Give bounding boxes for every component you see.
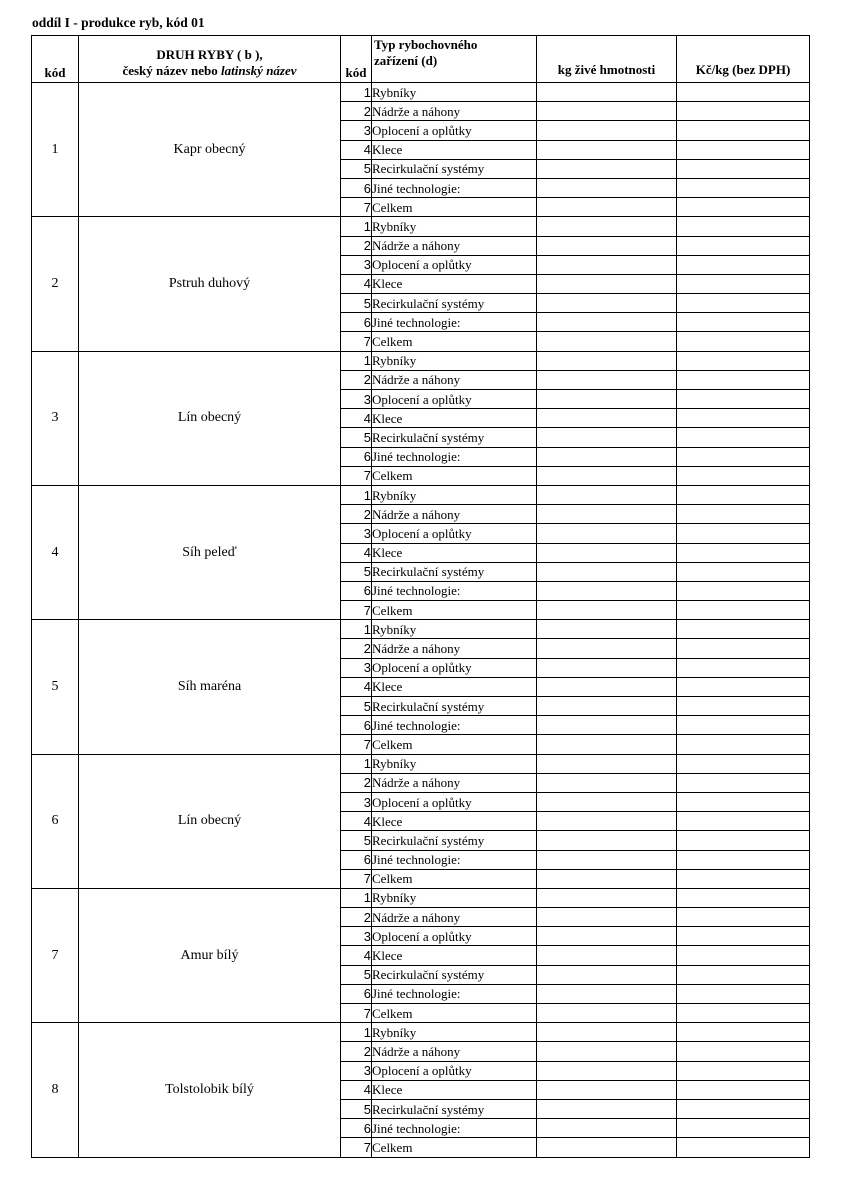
type-label: Jiné technologie: — [372, 447, 537, 466]
type-label: Oplocení a oplůtky — [372, 927, 537, 946]
kg-input-cell[interactable] — [537, 850, 677, 869]
type-kod: 5 — [341, 294, 372, 313]
kg-input-cell[interactable] — [537, 409, 677, 428]
fish-production-table — [31, 35, 810, 1158]
type-kod: 7 — [341, 198, 372, 217]
kg-input-cell[interactable] — [537, 869, 677, 888]
type-kod: 3 — [341, 792, 372, 811]
price-input-cell[interactable] — [677, 965, 810, 984]
price-input-cell[interactable] — [677, 831, 810, 850]
type-label: Klece — [372, 409, 537, 428]
kg-input-cell[interactable] — [537, 658, 677, 677]
species-kod: 3 — [32, 351, 79, 485]
species-kod: 7 — [32, 888, 79, 1022]
price-input-cell[interactable] — [677, 351, 810, 370]
type-kod: 1 — [341, 1023, 372, 1042]
kg-input-cell[interactable] — [537, 581, 677, 600]
type-kod: 6 — [341, 581, 372, 600]
kg-input-cell[interactable] — [537, 697, 677, 716]
kg-input-cell[interactable] — [537, 639, 677, 658]
price-input-cell[interactable] — [677, 178, 810, 197]
price-input-cell[interactable] — [677, 332, 810, 351]
type-label: Nádrže a náhony — [372, 370, 537, 389]
kg-input-cell[interactable] — [537, 908, 677, 927]
type-label: Rybníky — [372, 754, 537, 773]
price-input-cell[interactable] — [677, 1080, 810, 1099]
price-input-cell[interactable] — [677, 447, 810, 466]
type-kod: 6 — [341, 178, 372, 197]
price-input-cell[interactable] — [677, 543, 810, 562]
kg-input-cell[interactable] — [537, 294, 677, 313]
type-label: Oplocení a oplůtky — [372, 1061, 537, 1080]
kg-input-cell[interactable] — [537, 735, 677, 754]
kg-input-cell[interactable] — [537, 716, 677, 735]
price-input-cell[interactable] — [677, 274, 810, 293]
price-input-cell[interactable] — [677, 1099, 810, 1118]
table-row — [32, 83, 810, 102]
kg-input-cell[interactable] — [537, 524, 677, 543]
type-label: Oplocení a oplůtky — [372, 658, 537, 677]
type-kod: 6 — [341, 850, 372, 869]
type-label: Oplocení a oplůtky — [372, 792, 537, 811]
price-input-cell[interactable] — [677, 198, 810, 217]
price-input-cell[interactable] — [677, 83, 810, 102]
kg-input-cell[interactable] — [537, 601, 677, 620]
kg-input-cell[interactable] — [537, 505, 677, 524]
type-kod: 3 — [341, 121, 372, 140]
type-kod: 4 — [341, 409, 372, 428]
price-input-cell[interactable] — [677, 409, 810, 428]
type-label: Klece — [372, 677, 537, 696]
price-input-cell[interactable] — [677, 620, 810, 639]
kg-input-cell[interactable] — [537, 102, 677, 121]
price-input-cell[interactable] — [677, 313, 810, 332]
kg-input-cell[interactable] — [537, 562, 677, 581]
kg-input-cell[interactable] — [537, 313, 677, 332]
price-input-cell[interactable] — [677, 524, 810, 543]
kg-input-cell[interactable] — [537, 121, 677, 140]
price-input-cell[interactable] — [677, 946, 810, 965]
price-input-cell[interactable] — [677, 927, 810, 946]
type-label: Oplocení a oplůtky — [372, 121, 537, 140]
price-input-cell[interactable] — [677, 217, 810, 236]
species-kod: 4 — [32, 485, 79, 619]
kg-input-cell[interactable] — [537, 198, 677, 217]
type-kod: 2 — [341, 236, 372, 255]
kg-input-cell[interactable] — [537, 390, 677, 409]
price-input-cell[interactable] — [677, 639, 810, 658]
type-kod: 2 — [341, 773, 372, 792]
type-kod: 6 — [341, 313, 372, 332]
type-label: Rybníky — [372, 485, 537, 504]
price-input-cell[interactable] — [677, 601, 810, 620]
kg-input-cell[interactable] — [537, 754, 677, 773]
header-species-line1: DRUH RYBY ( b ), — [156, 47, 263, 63]
price-input-cell[interactable] — [677, 1061, 810, 1080]
type-label: Jiné technologie: — [372, 178, 537, 197]
type-label: Oplocení a oplůtky — [372, 255, 537, 274]
type-kod: 4 — [341, 677, 372, 696]
header-type-kod: kód — [341, 36, 372, 83]
header-kg: kg živé hmotnosti — [537, 36, 677, 83]
table-header-row — [32, 36, 810, 83]
kg-input-cell[interactable] — [537, 428, 677, 447]
type-kod: 2 — [341, 102, 372, 121]
type-label: Rybníky — [372, 217, 537, 236]
type-kod: 5 — [341, 562, 372, 581]
type-label: Rybníky — [372, 888, 537, 907]
type-kod: 3 — [341, 390, 372, 409]
species-name: Síh peleď — [79, 485, 341, 619]
type-kod: 7 — [341, 601, 372, 620]
price-input-cell[interactable] — [677, 581, 810, 600]
header-type-line2: zařízení (d) — [374, 52, 438, 68]
type-kod: 2 — [341, 370, 372, 389]
price-input-cell[interactable] — [677, 1042, 810, 1061]
kg-input-cell[interactable] — [537, 332, 677, 351]
kg-input-cell[interactable] — [537, 178, 677, 197]
price-input-cell[interactable] — [677, 888, 810, 907]
kg-input-cell[interactable] — [537, 140, 677, 159]
type-label: Celkem — [372, 332, 537, 351]
type-kod: 3 — [341, 255, 372, 274]
type-label: Rybníky — [372, 351, 537, 370]
kg-input-cell[interactable] — [537, 255, 677, 274]
price-input-cell[interactable] — [677, 428, 810, 447]
price-input-cell[interactable] — [677, 1138, 810, 1157]
type-kod: 1 — [341, 620, 372, 639]
type-label: Jiné technologie: — [372, 984, 537, 1003]
kg-input-cell[interactable] — [537, 1119, 677, 1138]
type-kod: 5 — [341, 831, 372, 850]
kg-input-cell[interactable] — [537, 159, 677, 178]
type-label: Rybníky — [372, 1023, 537, 1042]
type-label: Recirkulační systémy — [372, 831, 537, 850]
type-label: Nádrže a náhony — [372, 773, 537, 792]
kg-input-cell[interactable] — [537, 370, 677, 389]
kg-input-cell[interactable] — [537, 888, 677, 907]
kg-input-cell[interactable] — [537, 946, 677, 965]
type-label: Nádrže a náhony — [372, 505, 537, 524]
type-label: Celkem — [372, 735, 537, 754]
kg-input-cell[interactable] — [537, 792, 677, 811]
type-kod: 5 — [341, 965, 372, 984]
type-kod: 6 — [341, 984, 372, 1003]
type-label: Nádrže a náhony — [372, 639, 537, 658]
kg-input-cell[interactable] — [537, 620, 677, 639]
type-label: Celkem — [372, 466, 537, 485]
kg-input-cell[interactable] — [537, 274, 677, 293]
type-kod: 6 — [341, 716, 372, 735]
type-kod: 5 — [341, 1099, 372, 1118]
type-label: Klece — [372, 1080, 537, 1099]
price-input-cell[interactable] — [677, 159, 810, 178]
type-label: Jiné technologie: — [372, 716, 537, 735]
type-kod: 3 — [341, 927, 372, 946]
type-kod: 2 — [341, 1042, 372, 1061]
species-kod: 1 — [32, 83, 79, 217]
price-input-cell[interactable] — [677, 735, 810, 754]
type-kod: 1 — [341, 485, 372, 504]
table-row — [32, 620, 810, 639]
header-species-line2 — [79, 63, 340, 79]
kg-input-cell[interactable] — [537, 447, 677, 466]
type-kod: 1 — [341, 888, 372, 907]
kg-input-cell[interactable] — [537, 831, 677, 850]
type-label: Celkem — [372, 198, 537, 217]
table-row — [32, 888, 810, 907]
type-kod: 2 — [341, 639, 372, 658]
kg-input-cell[interactable] — [537, 812, 677, 831]
table-row — [32, 1023, 810, 1042]
price-input-cell[interactable] — [677, 102, 810, 121]
section-title: oddíl I - produkce ryb, kód 01 — [32, 15, 205, 30]
kg-input-cell[interactable] — [537, 927, 677, 946]
type-label: Recirkulační systémy — [372, 965, 537, 984]
type-label: Rybníky — [372, 620, 537, 639]
type-label: Celkem — [372, 1138, 537, 1157]
type-label: Recirkulační systémy — [372, 428, 537, 447]
type-label: Nádrže a náhony — [372, 102, 537, 121]
price-input-cell[interactable] — [677, 697, 810, 716]
type-label: Klece — [372, 140, 537, 159]
kg-input-cell[interactable] — [537, 1042, 677, 1061]
price-input-cell[interactable] — [677, 869, 810, 888]
type-label: Recirkulační systémy — [372, 1099, 537, 1118]
price-input-cell[interactable] — [677, 505, 810, 524]
price-input-cell[interactable] — [677, 236, 810, 255]
type-kod: 4 — [341, 543, 372, 562]
kg-input-cell[interactable] — [537, 217, 677, 236]
kg-input-cell[interactable] — [537, 485, 677, 504]
header-type — [372, 36, 537, 83]
type-kod: 1 — [341, 754, 372, 773]
type-kod: 7 — [341, 1004, 372, 1023]
type-label: Rybníky — [372, 83, 537, 102]
price-input-cell[interactable] — [677, 390, 810, 409]
table-row — [32, 754, 810, 773]
kg-input-cell[interactable] — [537, 543, 677, 562]
price-input-cell[interactable] — [677, 1119, 810, 1138]
species-name: Síh maréna — [79, 620, 341, 754]
type-label: Oplocení a oplůtky — [372, 390, 537, 409]
type-label: Jiné technologie: — [372, 313, 537, 332]
type-kod: 7 — [341, 1138, 372, 1157]
type-label: Klece — [372, 274, 537, 293]
type-label: Nádrže a náhony — [372, 908, 537, 927]
type-kod: 6 — [341, 447, 372, 466]
type-kod: 4 — [341, 140, 372, 159]
price-input-cell[interactable] — [677, 984, 810, 1003]
price-input-cell[interactable] — [677, 1004, 810, 1023]
species-name: Tolstolobik bílý — [79, 1023, 341, 1157]
type-kod: 1 — [341, 83, 372, 102]
type-kod: 5 — [341, 159, 372, 178]
kg-input-cell[interactable] — [537, 984, 677, 1003]
type-kod: 4 — [341, 946, 372, 965]
kg-input-cell[interactable] — [537, 466, 677, 485]
type-kod: 6 — [341, 1119, 372, 1138]
type-label: Nádrže a náhony — [372, 1042, 537, 1061]
table-body — [32, 83, 810, 1158]
type-label: Celkem — [372, 601, 537, 620]
species-name: Lín obecný — [79, 351, 341, 485]
header-species-latin: latinský název — [221, 63, 297, 79]
type-kod: 7 — [341, 466, 372, 485]
type-label: Klece — [372, 946, 537, 965]
header-kod: kód — [32, 36, 79, 83]
price-input-cell[interactable] — [677, 792, 810, 811]
price-input-cell[interactable] — [677, 677, 810, 696]
price-input-cell[interactable] — [677, 754, 810, 773]
table-row — [32, 217, 810, 236]
header-species-czech: český název nebo — [122, 63, 222, 79]
type-label: Klece — [372, 812, 537, 831]
kg-input-cell[interactable] — [537, 1099, 677, 1118]
species-name: Pstruh duhový — [79, 217, 341, 351]
price-input-cell[interactable] — [677, 370, 810, 389]
type-label: Jiné technologie: — [372, 581, 537, 600]
header-species — [79, 36, 341, 83]
type-label: Celkem — [372, 869, 537, 888]
type-label: Recirkulační systémy — [372, 294, 537, 313]
table-row — [32, 485, 810, 504]
type-kod: 3 — [341, 524, 372, 543]
type-label: Nádrže a náhony — [372, 236, 537, 255]
kg-input-cell[interactable] — [537, 1080, 677, 1099]
type-kod: 2 — [341, 505, 372, 524]
type-kod: 1 — [341, 351, 372, 370]
price-input-cell[interactable] — [677, 716, 810, 735]
table-row — [32, 351, 810, 370]
type-kod: 3 — [341, 658, 372, 677]
species-name: Kapr obecný — [79, 83, 341, 217]
species-kod: 6 — [32, 754, 79, 888]
kg-input-cell[interactable] — [537, 236, 677, 255]
kg-input-cell[interactable] — [537, 965, 677, 984]
type-label: Celkem — [372, 1004, 537, 1023]
kg-input-cell[interactable] — [537, 1061, 677, 1080]
header-price: Kč/kg (bez DPH) — [677, 36, 810, 83]
species-name: Lín obecný — [79, 754, 341, 888]
price-input-cell[interactable] — [677, 658, 810, 677]
price-input-cell[interactable] — [677, 294, 810, 313]
price-input-cell[interactable] — [677, 908, 810, 927]
species-kod: 8 — [32, 1023, 79, 1157]
type-label: Recirkulační systémy — [372, 697, 537, 716]
price-input-cell[interactable] — [677, 1023, 810, 1042]
price-input-cell[interactable] — [677, 850, 810, 869]
type-label: Jiné technologie: — [372, 1119, 537, 1138]
species-name: Amur bílý — [79, 888, 341, 1022]
type-kod: 5 — [341, 697, 372, 716]
kg-input-cell[interactable] — [537, 1138, 677, 1157]
header-type-line1: Typ rybochovného — [374, 37, 478, 52]
type-kod: 5 — [341, 428, 372, 447]
type-kod: 4 — [341, 274, 372, 293]
type-kod: 4 — [341, 812, 372, 831]
type-label: Oplocení a oplůtky — [372, 524, 537, 543]
kg-input-cell[interactable] — [537, 351, 677, 370]
kg-input-cell[interactable] — [537, 83, 677, 102]
price-input-cell[interactable] — [677, 121, 810, 140]
type-kod: 7 — [341, 332, 372, 351]
type-label: Klece — [372, 543, 537, 562]
kg-input-cell[interactable] — [537, 1023, 677, 1042]
price-input-cell[interactable] — [677, 562, 810, 581]
type-kod: 3 — [341, 1061, 372, 1080]
species-kod: 2 — [32, 217, 79, 351]
kg-input-cell[interactable] — [537, 677, 677, 696]
price-input-cell[interactable] — [677, 485, 810, 504]
type-kod: 4 — [341, 1080, 372, 1099]
price-input-cell[interactable] — [677, 466, 810, 485]
species-kod: 5 — [32, 620, 79, 754]
type-kod: 7 — [341, 735, 372, 754]
type-kod: 2 — [341, 908, 372, 927]
type-label: Jiné technologie: — [372, 850, 537, 869]
price-input-cell[interactable] — [677, 812, 810, 831]
kg-input-cell[interactable] — [537, 1004, 677, 1023]
type-label: Recirkulační systémy — [372, 562, 537, 581]
type-label: Recirkulační systémy — [372, 159, 537, 178]
price-input-cell[interactable] — [677, 255, 810, 274]
type-kod: 1 — [341, 217, 372, 236]
kg-input-cell[interactable] — [537, 773, 677, 792]
price-input-cell[interactable] — [677, 773, 810, 792]
price-input-cell[interactable] — [677, 140, 810, 159]
type-kod: 7 — [341, 869, 372, 888]
